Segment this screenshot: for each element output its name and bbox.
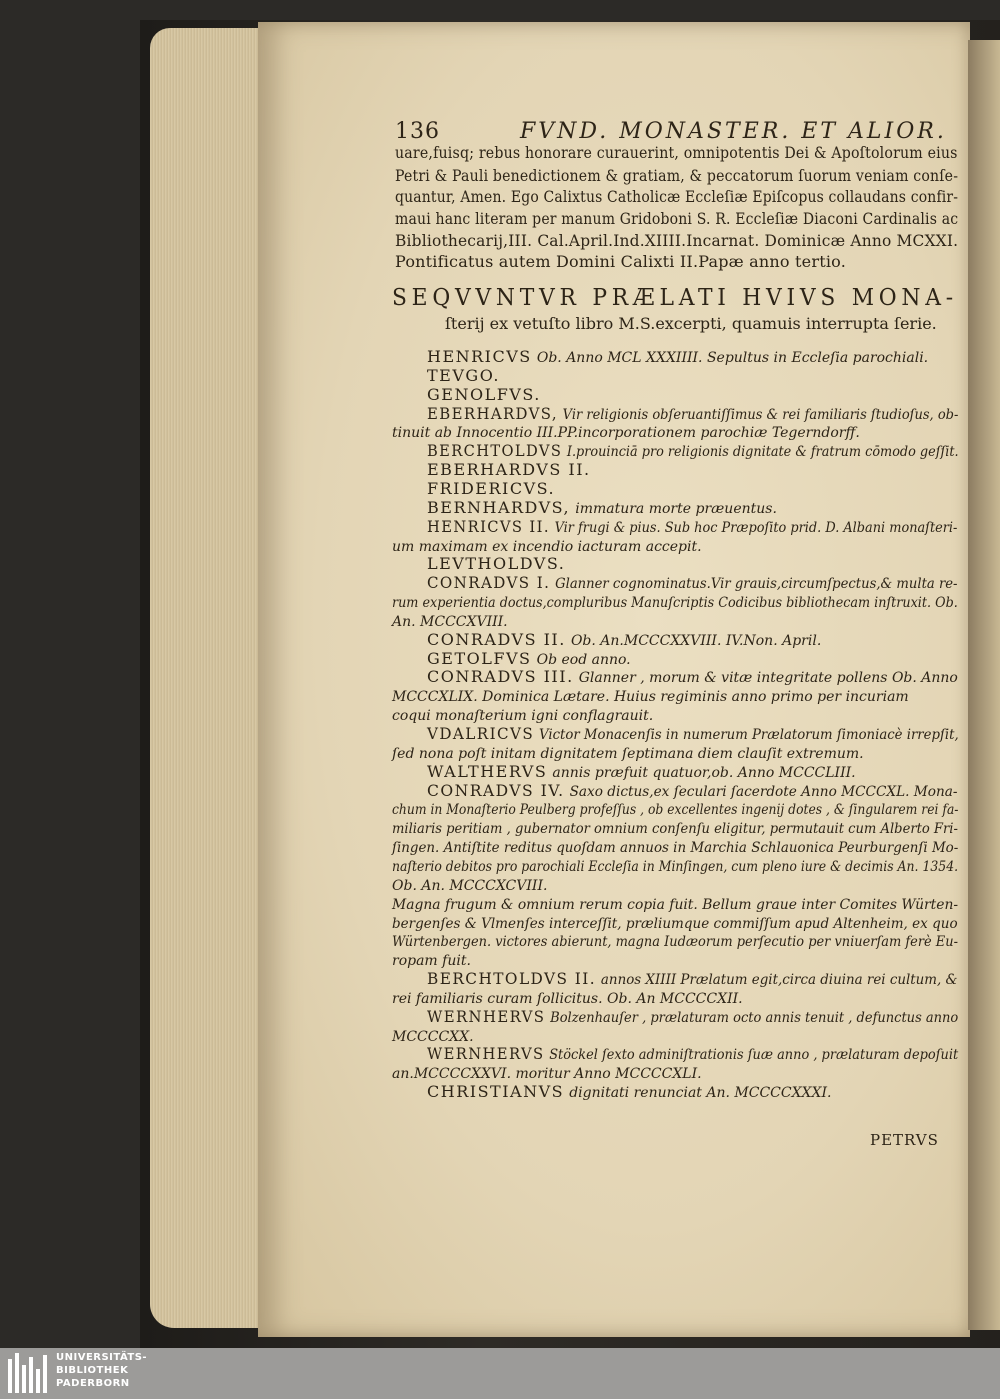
page-number: 136 xyxy=(395,119,440,144)
prelate-name: BERCHTOLDVS xyxy=(427,441,563,461)
prelate-description: An. MCCCXVIII. xyxy=(392,613,508,630)
list-item xyxy=(392,856,958,875)
prelate-description: Ob. An.MCCCXXVIII. IV.Non. April. xyxy=(570,632,822,649)
prelate-name: VDALRICVS xyxy=(427,724,535,743)
prelate-description: Stöckel ſexto adminiſtrationis ſuæ anno , prælaturam depoſuit xyxy=(549,1047,959,1064)
list-item xyxy=(392,743,864,762)
charter-line: uare,fuisq; rebus honorare curauerint, omnipotentis Dei & Apoſtolorum eius xyxy=(395,143,958,162)
prelate-description: bergenſes & Vlmenſes interceſſit, præliumque commiſſum apud Altenheim, ex quo xyxy=(392,915,958,932)
facing-page-edge xyxy=(968,40,1000,1330)
library-logo-icon xyxy=(8,1353,48,1393)
list-item xyxy=(427,441,959,460)
prelate-description: Victor Monacenſis in numerum Prælatorum ſimoniacè irrepſit, xyxy=(539,727,959,743)
prelate-description: Vir frugi & pius. Sub hoc Præpoſito prid. D. Albani monaſteri- xyxy=(554,519,958,536)
prelate-name: WERNHERVS xyxy=(427,1006,546,1026)
prelate-description: ſingen. Antiſtite reditus quoſdam annuos in Marchia Schlauonica Peurburgenſi Mo- xyxy=(392,840,959,857)
page-block-edge xyxy=(150,28,265,1328)
prelate-description: an.MCCCCXXVI. moritur Anno MCCCCXLI. xyxy=(392,1066,702,1083)
charter-line: Petri & Pauli benedictionem & gratiam, & peccatorum ſuorum veniam conſe- xyxy=(395,166,959,185)
list-item xyxy=(427,969,957,988)
prelate-description: naſterio debitos pro parochiali Eccleſia in Minſingen, cum pleno iure & decimis An. 1354. xyxy=(392,858,959,875)
list-item xyxy=(427,1082,831,1101)
list-item xyxy=(392,988,743,1007)
prelate-description: ſed nona poſt initam dignitatem ſeptimana diem clauſit extremum. xyxy=(392,745,864,762)
prelate-name: FRIDERICVS. xyxy=(427,478,556,498)
list-item xyxy=(427,479,555,498)
prelate-description: rei familiaris curam ſollicitus. Ob. An MCCCCXII. xyxy=(392,990,743,1007)
prelate-name: CONRADVS III. xyxy=(427,667,574,687)
prelate-description: um maximam ex incendio iacturam accepit. xyxy=(392,538,702,555)
list-item xyxy=(392,837,958,856)
running-head: FVND. MONASTER. ET ALIOR. xyxy=(520,119,947,144)
list-item xyxy=(427,781,958,800)
list-item xyxy=(392,818,958,837)
prelate-description: miliaris peritiam , gubernator omnium conſenſu eligitur, permutauit cum Alberto Fri- xyxy=(392,821,958,838)
prelate-description: Ob. Anno MCL XXXIIII. Sepultus in Eccleſia parochiali. xyxy=(536,350,929,366)
list-item xyxy=(392,611,508,630)
prelate-description: Saxo dictus,ex ſeculari ſacerdote Anno MCCCXL. Mona- xyxy=(569,783,958,800)
prelate-description: Glanner , morum & vitæ integritate pollens Ob. Anno xyxy=(578,670,958,687)
prelate-name: CONRADVS IV. xyxy=(427,780,565,800)
prelate-description: ropam fuit. xyxy=(392,953,471,970)
prelate-description: Vir religionis obſeruantiſſimus & rei familiaris ſtudioſus, ob- xyxy=(562,406,959,423)
prelate-description: MCCCCXX. xyxy=(392,1028,474,1045)
list-item xyxy=(427,347,928,366)
prelate-description: Würtenbergen. victores abierunt, magna Iudæorum perſecutio per vniuerſam ferè Eu- xyxy=(392,934,958,951)
charter-line: quantur, Amen. Ego Calixtus Catholicæ Eccleſiæ Epiſcopus collaudans confir- xyxy=(395,187,959,206)
prelate-name: HENRICVS II. xyxy=(427,516,550,536)
prelate-name: GETOLFVS xyxy=(427,648,532,668)
prelate-description: tinuit ab Innocentio III.PP.incorporationem parochiæ Tegerndorff. xyxy=(392,425,860,442)
list-item xyxy=(392,931,958,950)
list-item xyxy=(427,1007,958,1026)
prelate-description: Ob. An. MCCCXCVIII. xyxy=(392,877,548,894)
list-item xyxy=(392,875,547,894)
prelate-name: WERNHERVS xyxy=(427,1044,545,1064)
list-item xyxy=(427,762,856,781)
prelate-name: BERCHTOLDVS II. xyxy=(427,969,597,989)
prelate-description: I.prouinciā pro religionis dignitate & fratrum cōmodo geſſit. xyxy=(566,444,959,461)
list-item xyxy=(427,498,777,517)
catchword: PETRVS xyxy=(870,1131,939,1149)
prelate-description: Glanner cognominatus.Vir grauis,circumſpectus,& multa re- xyxy=(555,576,958,593)
list-item xyxy=(427,366,500,385)
list-item xyxy=(392,894,958,913)
prelate-name: EBERHARDVS, xyxy=(427,403,558,423)
prelate-name: HENRICVS xyxy=(427,347,532,366)
prelate-name: CONRADVS II. xyxy=(427,629,566,649)
list-item xyxy=(392,705,653,724)
prelate-name: GENOLFVS. xyxy=(427,384,541,404)
page-header xyxy=(395,119,947,144)
list-item xyxy=(427,630,821,649)
prelate-description: annos XIIII Prælatum egit,circa diuina rei cultum, & xyxy=(600,972,958,989)
list-item xyxy=(392,913,958,932)
prelate-name: WALTHERVS xyxy=(427,761,548,781)
library-name: UNIVERSITÄTS- BIBLIOTHEK PADERBORN xyxy=(56,1352,148,1389)
list-item xyxy=(392,592,958,611)
list-item xyxy=(392,686,909,705)
prelate-description: Ob eod anno. xyxy=(536,651,631,668)
library-footer xyxy=(0,1348,1000,1399)
list-item xyxy=(392,536,702,555)
list-item xyxy=(427,404,958,423)
list-item xyxy=(427,554,565,573)
prelate-description: Magna frugum & omnium rerum copia fuit. Bellum graue inter Comites Würten- xyxy=(392,896,959,913)
prelate-description: MCCCXLIX. Dominica Lætare. Huius regiminis anno primo per incuriam xyxy=(392,689,909,706)
prelate-description: coqui monaſterium igni conflagrauit. xyxy=(392,708,654,725)
list-item xyxy=(392,1026,474,1045)
prelate-name: BERNHARDVS, xyxy=(427,497,571,517)
list-item xyxy=(392,1063,702,1082)
list-item xyxy=(427,724,959,743)
prelate-description: Bolzenhauſer , prælaturam octo annis tenuit , defunctus anno xyxy=(550,1009,959,1026)
prelate-description: rum experientia doctus,compluribus Manuſcriptis Codicibus bibliothecam inſtruxit. Ob. xyxy=(392,595,958,612)
list-item xyxy=(427,385,541,404)
list-item xyxy=(427,667,958,686)
prelate-description: chum in Monaſterio Peulberg profeſſus , ob excellentes ingenij dotes , & ſingularem rei fa- xyxy=(392,802,959,819)
list-item xyxy=(427,517,957,536)
prelate-description: dignitati renunciat An. MCCCCXXXI. xyxy=(569,1085,832,1102)
list-item xyxy=(392,799,958,818)
list-item xyxy=(427,460,591,479)
list-item xyxy=(427,649,631,668)
section-subheading: ſterij ex vetuſto libro M.S.excerpti, quamuis interrupta ſerie. xyxy=(445,314,937,333)
prelate-description: annis præfuit quatuor,ob. Anno MCCCLIII. xyxy=(552,764,856,781)
charter-line: Pontificatus autem Domini Calixti II.Papæ anno tertio. xyxy=(395,252,846,271)
list-item xyxy=(427,573,958,592)
charter-line: maui hanc literam per manum Gridoboni S. R. Eccleſiæ Diaconi Cardinalis ac xyxy=(395,209,959,228)
list-item xyxy=(392,950,471,969)
section-heading: SEQVVNTVR PRÆLATI HVIVS MONA- xyxy=(392,285,958,311)
prelate-name: CONRADVS I. xyxy=(427,573,551,593)
prelate-name: EBERHARDVS II. xyxy=(427,460,591,480)
charter-line: Bibliothecarij,III. Cal.April.Ind.XIIII.Incarnat. Dominicæ Anno MCXXI. xyxy=(395,231,959,250)
prelate-name: TEVGO. xyxy=(427,365,500,385)
prelate-description: immatura morte præuentus. xyxy=(575,500,777,517)
list-item xyxy=(392,422,860,441)
list-item xyxy=(427,1044,958,1063)
prelate-name: LEVTHOLDVS. xyxy=(427,554,566,574)
prelate-name: CHRISTIANVS xyxy=(427,1082,565,1102)
